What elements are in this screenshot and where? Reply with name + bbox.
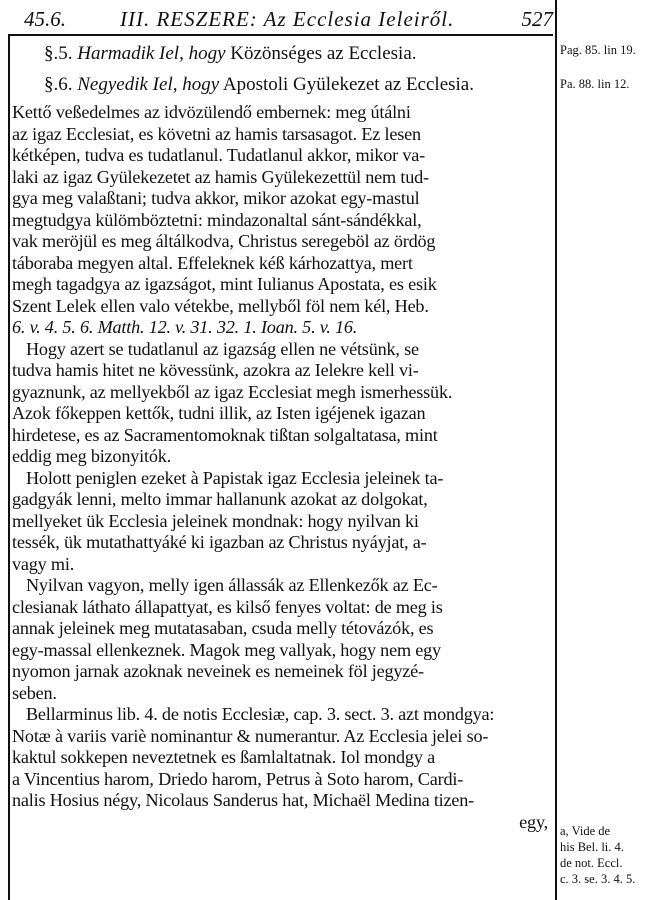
text-line: egy-massal ellenkeznek. Magok meg vallyak, hogy nem egy [12, 639, 441, 660]
text-line: Kettő veßedelmes az idvözülendő embernek: meg útálni [12, 102, 411, 122]
running-title [120, 4, 454, 34]
section-symbol: §.6. [44, 74, 73, 95]
margin-note-1: Pag. 85. lin 19. [560, 43, 636, 57]
text-line: hirdetese, es az Sacramentomoknak tißtan solgaltatasa, mint [12, 424, 438, 445]
margin-note-line: his Bel. li. 4. [560, 840, 624, 854]
text-line: 6. v. 4. 5. 6. Matth. 12. v. 31. 32. 1. Ioan. 5. v. 16. [12, 317, 358, 337]
margin-note-line: de not. Eccl. [560, 856, 623, 870]
running-header [8, 4, 553, 34]
section-symbol: §.5. [44, 43, 73, 64]
text-line: nalis Hosius négy, Nicolaus Sanderus hat, Michaël Medina tizen- [12, 790, 475, 810]
running-title-italic: Az Ecclesia Ieleiről. [263, 7, 455, 31]
margin-rule [555, 0, 557, 900]
page-left-number: 45.6. [24, 7, 66, 31]
text-line: vagy mi. [12, 553, 75, 574]
text-line: eddig meg bizonyitók. [12, 446, 171, 466]
text-line: táboraba megyen altal. Effeleknek kéß kárhozattya, mert [12, 252, 413, 273]
text-line: gya meg valaßtani; tudva akkor, mikor azokat egy-mastul [12, 188, 420, 208]
body-text [12, 102, 552, 833]
section-italic: Negyedik Iel, hogy [77, 74, 220, 95]
text-line: mellyeket ük Ecclesia jeleinek mondnak: hogy nyilvan ki [12, 510, 419, 531]
text-line: Azok főkeppen kettők, tudni illik, az Isten igéjenek igazan [12, 403, 426, 423]
text-line: a Vincentius harom, Driedo harom, Petrus à Soto harom, Cardi- [12, 768, 464, 789]
text-line: gadgyák lenni, melto immar hallanunk azokat az dolgokat, [12, 489, 428, 509]
text-line: seben. [12, 682, 57, 703]
section-rest: Apostoli Gyülekezet az Ecclesia. [222, 74, 474, 95]
header-rule [8, 34, 553, 36]
section-italic: Harmadik Iel, hogy [77, 43, 226, 64]
section-heading-6 [44, 69, 544, 100]
text-line: megtudgya külömböztetni: mindazonaltal sánt-sándékkal, [12, 209, 422, 230]
left-frame-rule [8, 34, 10, 900]
text-line: gyaznunk, az mellyekből az igaz Ecclesiat megh ismerhessük. [12, 381, 453, 402]
text-line: Bellarminus lib. 4. de notis Ecclesiæ, cap. 3. sect. 3. azt mondgya: [26, 704, 495, 724]
text-line: vak meröjül es meg áltálkodva, Christus seregeböl az ördög [12, 231, 436, 251]
text-line: megh tagadgya az igazságot, mint Iulianus Apostata, es esik [12, 274, 437, 294]
margin-note-line: c. 3. se. 3. 4. 5. [560, 872, 636, 886]
section-rest: Közönséges az Ecclesia. [230, 43, 417, 64]
text-line: az igaz Ecclesiat, es követni az hamis tarsasagot. Ez lesen [12, 123, 421, 144]
margin-note-3 [560, 823, 650, 887]
text-line: egy, [519, 811, 548, 832]
margin-note-2: Pa. 88. lin 12. [560, 77, 630, 91]
text-line: Nyilvan vagyon, melly igen állassák az Ellenkezők az Ec- [26, 575, 438, 595]
text-line: nyomon jarnak azoknak neveinek es nemeinek föl jegyzé- [12, 661, 424, 681]
text-line: tessék, ük mutathattyáké ki igazban az Christus nyáyjat, a- [12, 532, 427, 552]
text-line: annak jeleinek meg mutatasaban, csuda melly tétovázók, es [12, 618, 434, 638]
text-line: kaktul sokkepen neveztetnek es ßamlaltatnak. Iol mondgy a [12, 747, 435, 767]
text-line: Holott peniglen ezeket à Papistak igaz Ecclesia jeleinek ta- [26, 467, 444, 488]
text-line: clesianak láthato állapattyat, es kilső fenyes voltat: de meg is [12, 596, 443, 617]
text-line: Hogy azert se tudatlanul az igazság ellen ne vétsünk, se [26, 338, 419, 359]
text-line: Notæ à variis variè nominantur & numerantur. Az Ecclesia jelei so- [12, 725, 489, 746]
section-heading-5 [44, 38, 544, 69]
text-line: Szent Lelek ellen valo vétekbe, mellyből föl nem kél, Heb. [12, 295, 429, 316]
margin-note-line: a, Vide de [560, 824, 611, 838]
text-line: kétképen, tudva es tudatlanul. Tudatlanul akkor, mikor va- [12, 145, 425, 165]
text-line: tudva hamis hitet ne kövessünk, azokra az Ielekre kell vi- [12, 360, 419, 380]
text-line: laki az igaz Gyülekezetet az hamis Gyülekezettül nem tud- [12, 166, 429, 187]
section-headings [44, 38, 544, 100]
running-title-main: III. RESZERE: [120, 7, 258, 31]
page-number: 527 [521, 7, 553, 31]
